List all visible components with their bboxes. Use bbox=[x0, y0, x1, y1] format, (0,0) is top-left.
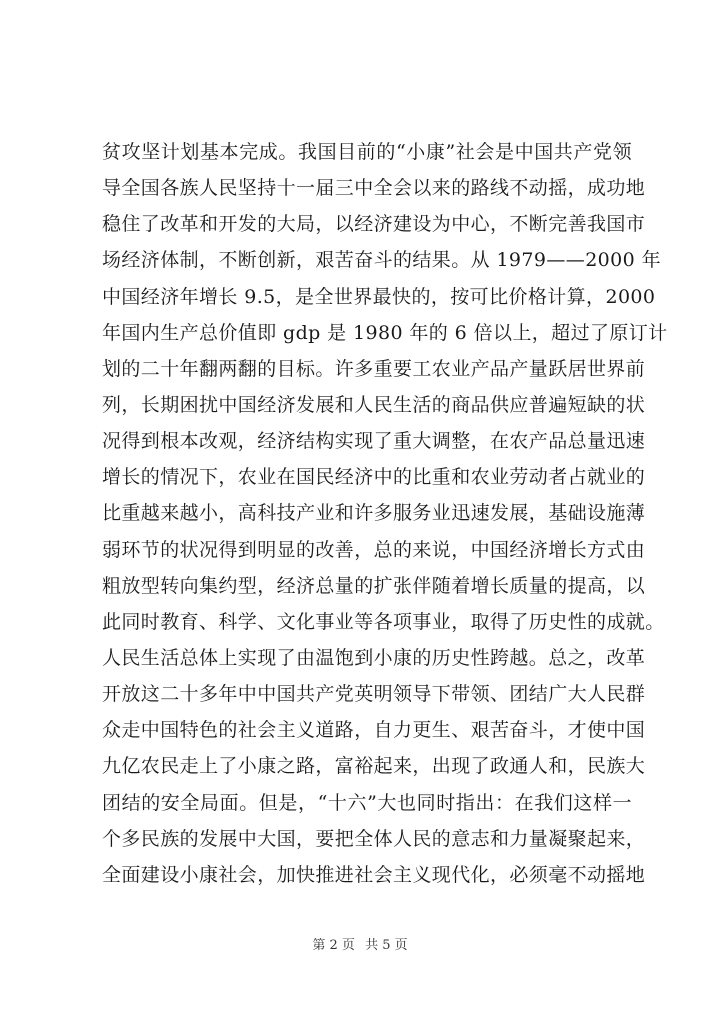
text-line: 九亿农民走上了小康之路，富裕起来，出现了政通人和，民族大 bbox=[102, 755, 646, 778]
page-footer bbox=[0, 934, 720, 953]
text-line: 年国内生产总价值即 gdp 是 1980 年的 6 倍以上，超过了原订计 bbox=[102, 321, 668, 344]
text-line: 此同时教育、科学、文化事业等各项事业，取得了历史性的成就。 bbox=[102, 610, 665, 633]
text-line: 开放这二十多年中中国共产党英明领导下带领、团结广大人民群 bbox=[102, 683, 646, 706]
text-line: 增长的情况下，农业在国民经济中的比重和农业劳动者占就业的 bbox=[102, 466, 646, 489]
text-line: 弱环节的状况得到明显的改善，总的来说，中国经济增长方式由 bbox=[102, 538, 646, 561]
text-line: 团结的安全局面。但是，“十六”大也同时指出：在我们这样一 bbox=[102, 791, 632, 814]
text-line: 粗放型转向集约型，经济总量的扩张伴随着增长质量的提高，以 bbox=[102, 574, 646, 597]
text-line: 列，长期困扰中国经济发展和人民生活的商品供应普遍短缺的状 bbox=[102, 393, 646, 416]
text-line: 人民生活总体上实现了由温饱到小康的历史性跨越。总之，改革 bbox=[102, 646, 646, 669]
text-line: 中国经济年增长 9.5，是全世界最快的，按可比价格计算，2000 bbox=[102, 285, 656, 308]
total-pages-label: 共 5 页 bbox=[365, 938, 408, 953]
text-line: 全面建设小康社会，加快推进社会主义现代化，必须毫不动摇地 bbox=[102, 863, 646, 886]
text-line: 划的二十年翻两翻的目标。许多重要工农业产品产量跃居世界前 bbox=[102, 357, 646, 380]
current-page-label: 第 2 页 bbox=[312, 938, 355, 953]
text-line: 稳住了改革和开发的大局，以经济建设为中心，不断完善我国市 bbox=[102, 213, 646, 236]
text-line: 众走中国特色的社会主义道路，自力更生、艰苦奋斗，才使中国 bbox=[102, 719, 646, 742]
text-line: 比重越来越小，高科技产业和许多服务业迅速发展，基础设施薄 bbox=[102, 502, 646, 525]
text-line: 况得到根本改观，经济结构实现了重大调整，在农产品总量迅速 bbox=[102, 430, 646, 453]
text-line: 贫攻坚计划基本完成。我国目前的“小康”社会是中国共产党领 bbox=[102, 141, 632, 163]
body-text bbox=[102, 134, 668, 893]
text-line: 场经济体制，不断创新，艰苦奋斗的结果。从 1979——2000 年 bbox=[102, 249, 661, 272]
text-line: 个多民族的发展中大国，要把全体人民的意志和力量凝聚起来， bbox=[102, 827, 646, 850]
text-line: 导全国各族人民坚持十一届三中全会以来的路线不动摇，成功地 bbox=[102, 177, 646, 200]
